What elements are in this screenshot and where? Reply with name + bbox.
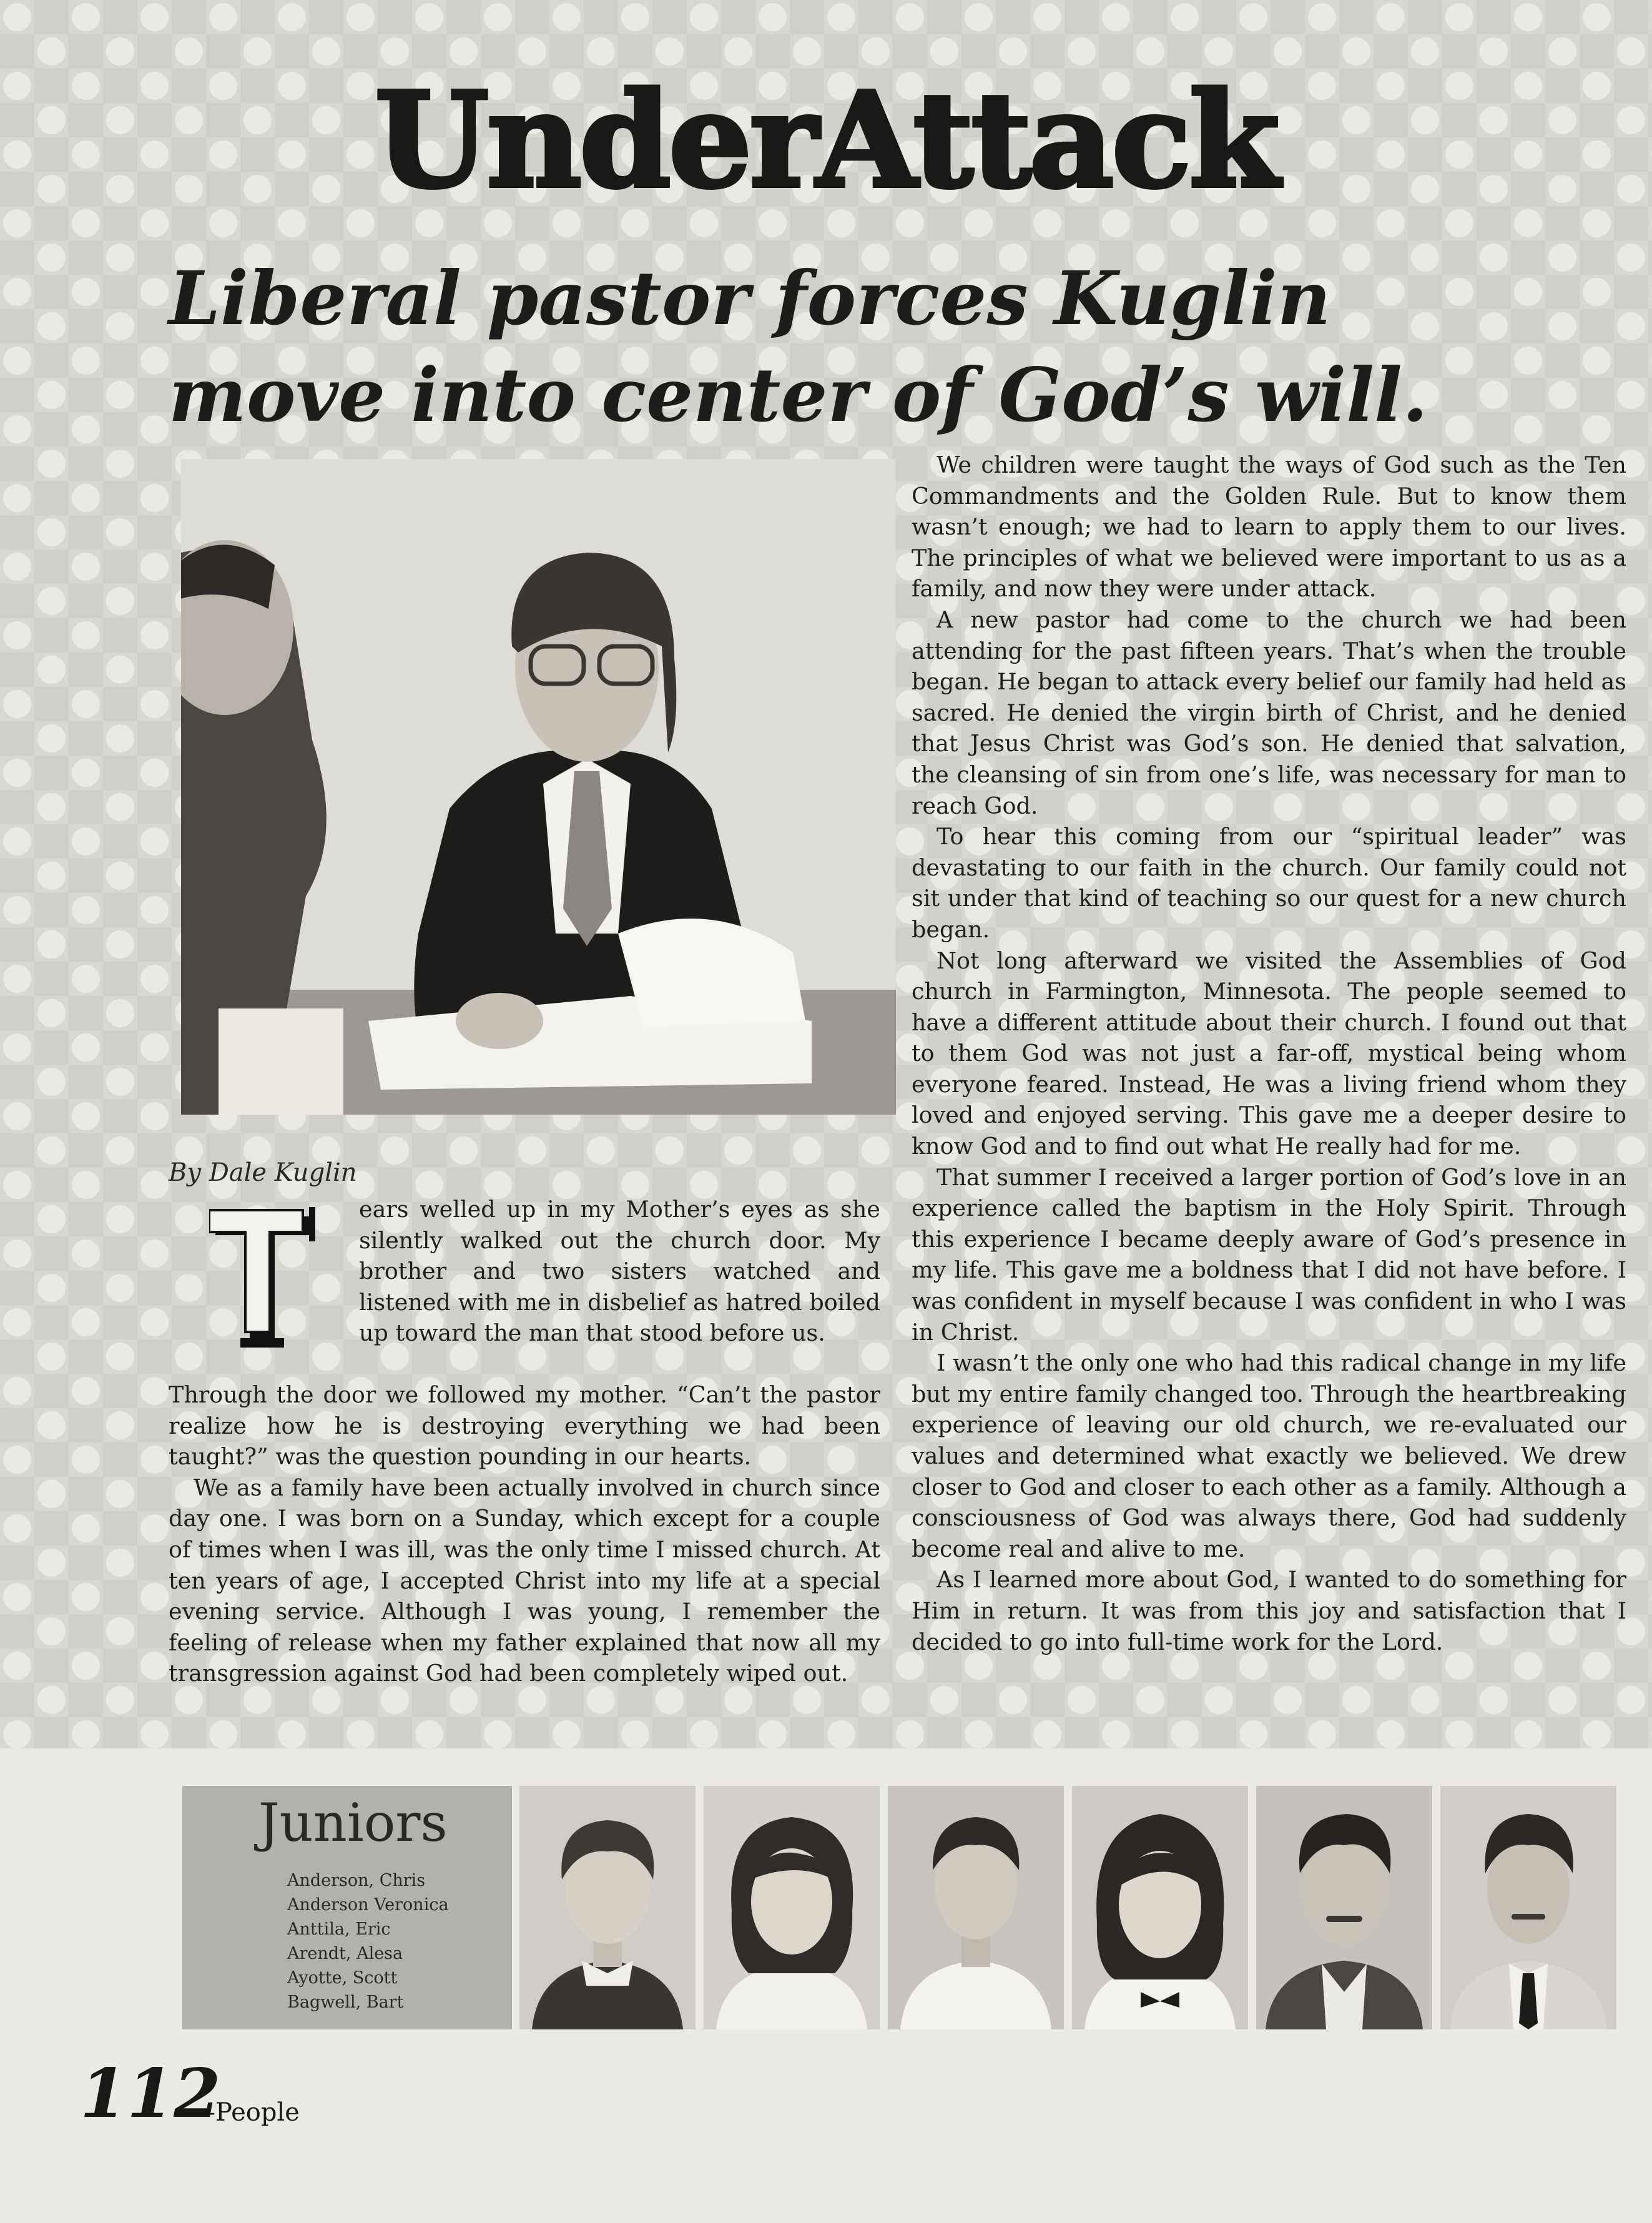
page-number: 112 xyxy=(80,2054,221,2133)
student-portrait xyxy=(704,1786,880,2029)
right-column xyxy=(912,450,1626,1657)
roster-name: Anderson Veronica xyxy=(287,1895,449,1915)
paragraph: ears welled up in my Mother’s eyes as she silently walked out the church door. My brother and two sisters watched and listened with me in disbelief as hatred boiled up toward the man that stood before us. xyxy=(359,1196,880,1347)
paragraph: To hear this coming from our “spiritual leader” was devastating to our faith in the church. Our family could not sit under that kind of teaching so our quest for a new church began. xyxy=(912,823,1626,943)
subtitle-line-1: Liberal pastor forces Kuglin xyxy=(169,255,1331,342)
student-portrait xyxy=(1256,1786,1432,2029)
article-title: UnderAttack xyxy=(375,63,1277,217)
student-portrait xyxy=(1072,1786,1248,2029)
left-column xyxy=(169,1379,880,1689)
roster-heading: Juniors xyxy=(258,1792,448,1853)
section-label: —People xyxy=(190,2098,300,2127)
paragraph: Not long afterward we visited the Assemblies of God church in Farmington, Minnesota. The people seemed to have a different attitude about their church. I found out that to them God was not just a far-off, mystical being whom everyone feared. Instead, He was a living friend whom they loved and enjoyed serving. This gave me a deeper desire to know God and to find out what He really had for me. xyxy=(912,947,1626,1160)
article-subtitle xyxy=(169,250,1480,443)
drop-cap-text: T xyxy=(209,1204,210,1205)
paragraph: That summer I received a larger portion of God’s love in an experience called the baptism in the Holy Spirit. Through this experience I became deeply aware of God’s presence in my life. This gave me a boldness that I did not have before. I was confident in myself because I was confident in who I was in Christ. xyxy=(912,1163,1626,1346)
roster-name: Arendt, Alesa xyxy=(287,1944,403,1963)
paragraph: We children were taught the ways of God such as the Ten Commandments and the Golden Rule. But to know them wasn’t enough; we had to learn to apply them to our lives. The principles of what we believed were important to us as a family, and now they were under attack. xyxy=(912,451,1626,603)
roster-name: Ayotte, Scott xyxy=(287,1968,398,1988)
student-portrait xyxy=(1440,1786,1616,2029)
first-paragraph-inset xyxy=(359,1194,880,1349)
roster-name: Anderson, Chris xyxy=(287,1871,426,1890)
paragraph: I wasn’t the only one who had this radical change in my life but my entire family changed too. Through the heartbreaking experience of leaving our old church, we re-evaluated our values and determined what exactly we believed. We drew closer to God and closer to each other as a family. Although a consciousness of God was always there, God had suddenly become real and alive to me. xyxy=(912,1349,1626,1562)
subtitle-line-2: move into center of God’s will. xyxy=(169,352,1428,438)
article-byline: By Dale Kuglin xyxy=(169,1158,357,1187)
paragraph: A new pastor had come to the church we had been attending for the past fifteen years. That’s when the trouble began. He began to attack every belief our family had held as sacred. He denied the virgin birth of Christ, and he denied that Jesus Christ was God’s son. He denied that salvation, the cleansing of sin from one’s life, was necessary for man to reach God. xyxy=(912,606,1626,819)
paragraph: As I learned more about God, I wanted to do something for Him in return. It was from this joy and satisfaction that I decided to go into full-time work for the Lord. xyxy=(912,1566,1626,1655)
class-roster-box xyxy=(182,1786,512,2029)
paragraph: Through the door we followed my mother. “Can’t the pastor realize how he is destroying everything we had been taught?” was the question pounding in our hearts. xyxy=(169,1381,880,1471)
student-portrait xyxy=(888,1786,1064,2029)
roster-name: Bagwell, Bart xyxy=(287,1993,404,2012)
paragraph: We as a family have been actually involved in church since day one. I was born on a Sunday, which except for a couple of times when I was ill, was the only time I missed church. At ten years of age, I accepted Christ into my life at a special evening service. Although I was young, I remember the feeling of release when my father explained that now all my transgression against God had been completely wiped out. xyxy=(169,1474,880,1687)
student-portrait xyxy=(519,1786,696,2029)
article-photo xyxy=(181,459,896,1115)
roster-name-list xyxy=(287,1868,449,2014)
drop-cap-letter xyxy=(209,1204,315,1348)
roster-name: Anttila, Eric xyxy=(287,1920,391,1939)
